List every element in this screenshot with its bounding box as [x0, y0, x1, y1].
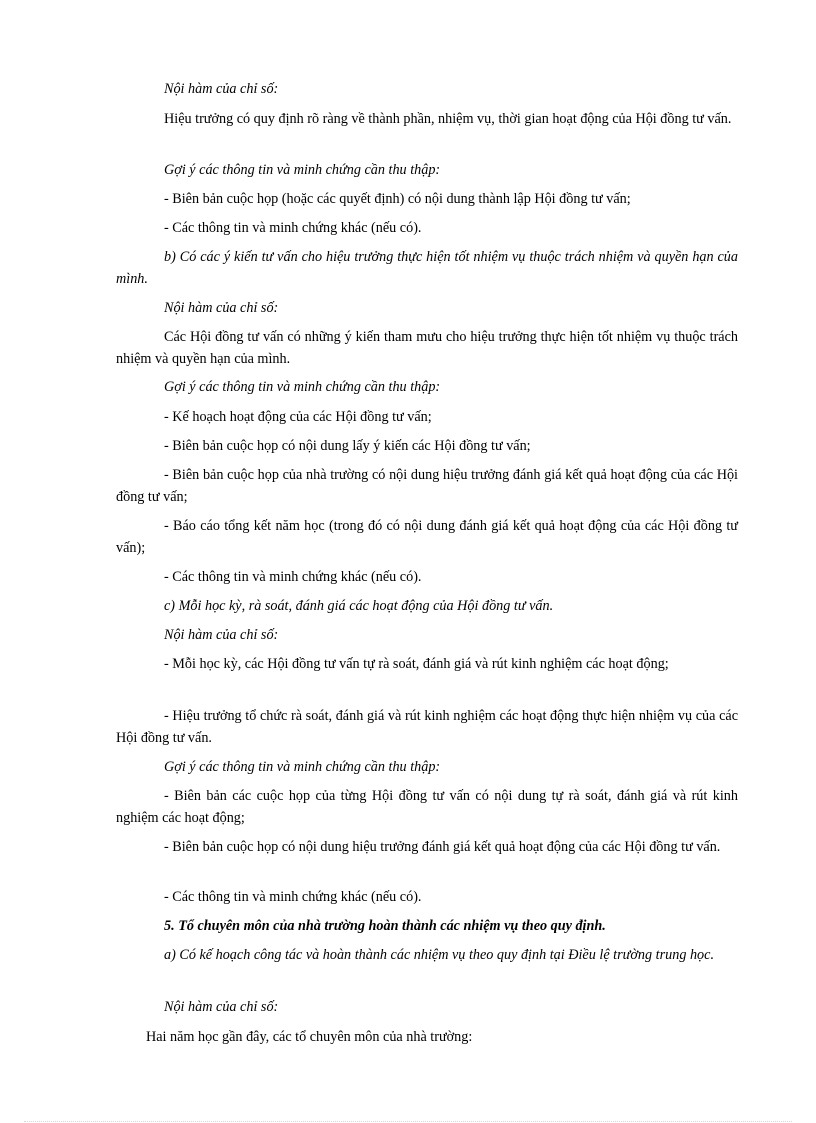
section-heading-evidence: Gợi ý các thông tin và minh chứng cần thu thập:	[164, 759, 441, 775]
list-item: - Biên bản cuộc họp của nhà trường có nội dung hiệu trưởng đánh giá kết quả hoạt động của các Hội đồng tư vấn;	[116, 467, 738, 505]
section-heading-definition: Nội hàm của chỉ số:	[164, 300, 279, 316]
section-heading-evidence: Gợi ý các thông tin và minh chứng cần thu thập:	[164, 162, 441, 178]
list-item: - Các thông tin và minh chứng khác (nếu có).	[164, 220, 422, 236]
list-item: - Kế hoạch hoạt động của các Hội đồng tư vấn;	[164, 409, 432, 425]
criterion-heading-c: c) Mỗi học kỳ, rà soát, đánh giá các hoạt động của Hội đồng tư vấn.	[164, 598, 554, 614]
list-item: - Các thông tin và minh chứng khác (nếu có).	[164, 889, 422, 905]
list-item: - Biên bản các cuộc họp của từng Hội đồng tư vấn có nội dung tự rà soát, đánh giá và rút kinh nghiệm các hoạt động;	[116, 788, 738, 826]
section-heading-definition: Nội hàm của chỉ số:	[164, 999, 279, 1015]
list-item: - Biên bản cuộc họp (hoặc các quyết định) có nội dung thành lập Hội đồng tư vấn;	[164, 191, 631, 207]
list-item: - Biên bản cuộc họp có nội dung hiệu trưởng đánh giá kết quả hoạt động của các Hội đồng tư vấn.	[164, 839, 721, 855]
paragraph: Hiệu trưởng có quy định rõ ràng về thành phần, nhiệm vụ, thời gian hoạt động của Hội đồng tư vấn.	[164, 111, 732, 127]
list-item: - Hiệu trưởng tổ chức rà soát, đánh giá và rút kinh nghiệm các hoạt động thực hiện nhiệm vụ của các Hội đồng tư vấn.	[116, 708, 738, 746]
paragraph: Các Hội đồng tư vấn có những ý kiến tham mưu cho hiệu trưởng thực hiện tốt nhiệm vụ thuộc trách nhiệm và quyền hạn của mình.	[116, 329, 738, 367]
list-item: - Biên bản cuộc họp có nội dung lấy ý kiến các Hội đồng tư vấn;	[164, 438, 531, 454]
section-heading-evidence: Gợi ý các thông tin và minh chứng cần thu thập:	[164, 379, 441, 395]
criterion-heading-a: a) Có kế hoạch công tác và hoàn thành các nhiệm vụ theo quy định tại Điều lệ trường trung học.	[164, 947, 714, 963]
page-bottom-divider	[24, 1121, 792, 1122]
list-item: - Báo cáo tổng kết năm học (trong đó có nội dung đánh giá kết quả hoạt động của các Hội đồng tư vấn);	[116, 518, 738, 556]
list-item: - Các thông tin và minh chứng khác (nếu có).	[164, 569, 422, 585]
section-title-5: 5. Tổ chuyên môn của nhà trường hoàn thành các nhiệm vụ theo quy định.	[164, 918, 606, 934]
criterion-heading-b: b) Có các ý kiến tư vấn cho hiệu trưởng thực hiện tốt nhiệm vụ thuộc trách nhiệm và quyền hạn của mình.	[116, 249, 738, 287]
section-heading-definition: Nội hàm của chỉ số:	[164, 81, 279, 97]
list-item: - Mỗi học kỳ, các Hội đồng tư vấn tự rà soát, đánh giá và rút kinh nghiệm các hoạt động;	[164, 656, 669, 672]
section-heading-definition: Nội hàm của chỉ số:	[164, 627, 279, 643]
paragraph: Hai năm học gần đây, các tổ chuyên môn của nhà trường:	[146, 1029, 473, 1045]
